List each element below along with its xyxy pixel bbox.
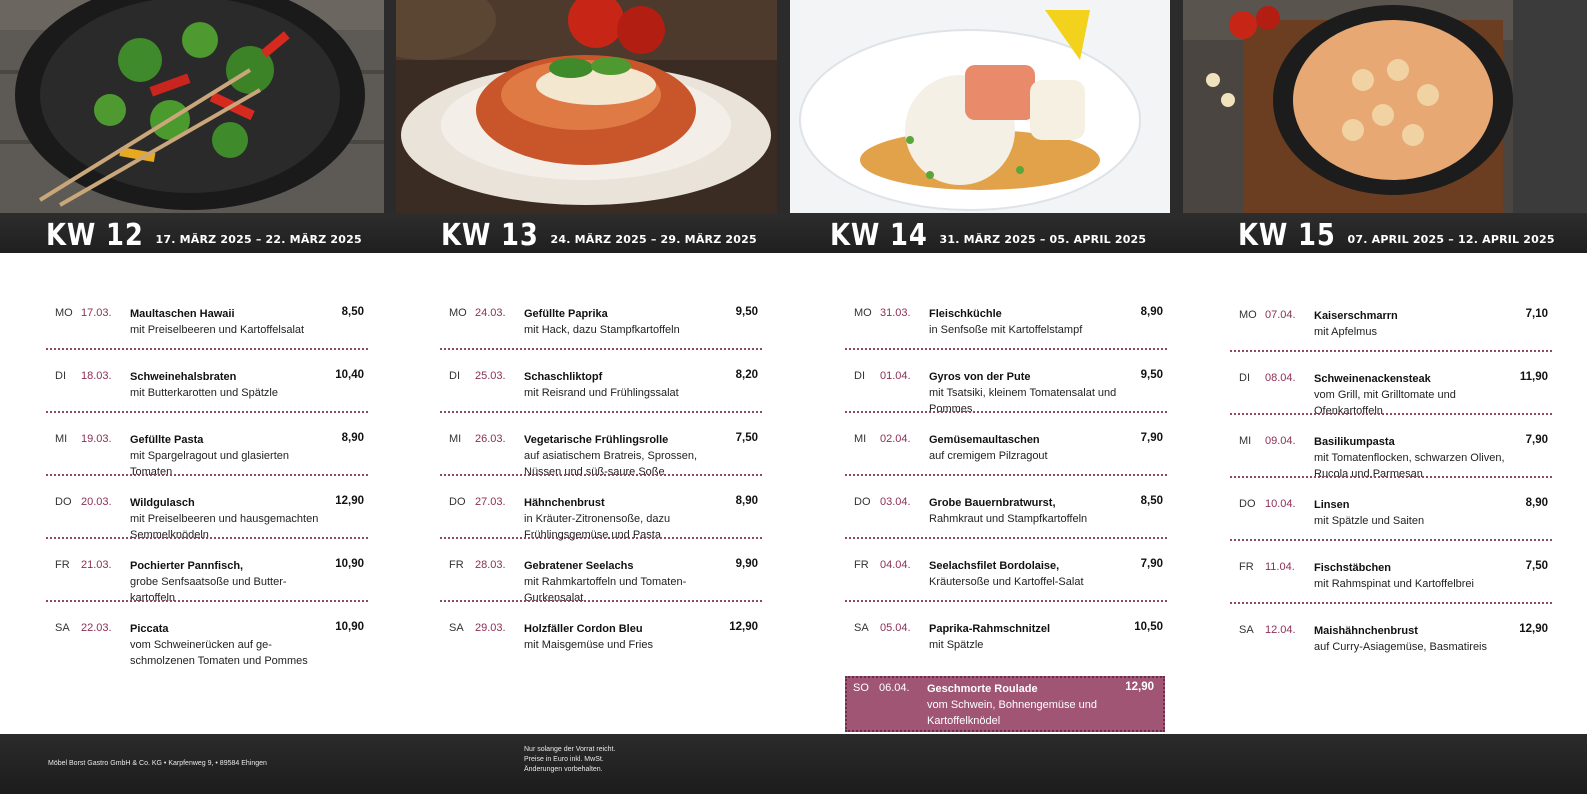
dish-description: mit Maisgemüse und Fries <box>524 639 653 651</box>
menu-column-kw15 <box>1230 302 1552 680</box>
dish-description: mit Rahmspinat und Kartoffelbrei <box>1314 578 1474 590</box>
dish-description: grobe Senfsaatsoße und Butter-kartoffeln <box>130 576 287 604</box>
dish-description: auf asiatischem Bratreis, Sprossen, Nüssen und süß-saure Soße <box>524 450 698 478</box>
photo-salmon <box>790 0 1170 213</box>
day-label: FR <box>1239 561 1254 573</box>
menu-row <box>1230 365 1552 428</box>
dish-description: vom Schweinerücken auf ge-schmolzenen Tomaten und Pommes <box>130 639 308 667</box>
footer-note: Änderungen vorbehalten. <box>524 766 603 773</box>
day-label: SA <box>55 622 70 634</box>
menu-row <box>440 300 762 363</box>
dish <box>927 681 1127 729</box>
week-header-kw12 <box>46 213 362 253</box>
dish <box>929 558 1129 590</box>
date-label: 28.03. <box>475 559 506 571</box>
week-header-kw15 <box>1238 213 1555 253</box>
menu-row <box>845 615 1167 678</box>
dish-name: Geschmorte Roulade <box>927 683 1038 695</box>
date-label: 12.04. <box>1265 624 1296 636</box>
price: 7,90 <box>1140 432 1163 444</box>
menu-row <box>1230 617 1552 680</box>
dish-name: Kaiserschmarrn <box>1314 310 1398 322</box>
dish-name: Gebratener Seelachs <box>524 560 634 572</box>
price: 9,50 <box>735 306 758 318</box>
price: 7,50 <box>735 432 758 444</box>
dish-description: mit Preiselbeeren und Kartoffelsalat <box>130 324 305 336</box>
dish <box>524 306 724 338</box>
photo-band <box>0 0 1587 213</box>
dish-name: Fischstäbchen <box>1314 562 1392 574</box>
dish <box>929 432 1129 464</box>
date-label: 21.03. <box>81 559 112 571</box>
dish-name: Paprika-Rahmschnitzel <box>929 623 1051 635</box>
menu-row <box>845 426 1167 489</box>
dish-name: Linsen <box>1314 499 1350 511</box>
dish-name: Grobe Bauernbratwurst, <box>929 497 1056 509</box>
dish-description: auf cremigem Pilzragout <box>929 450 1048 462</box>
menu-row <box>46 300 368 363</box>
day-label: FR <box>449 559 464 571</box>
dish-name: Fleischküchle <box>929 308 1002 320</box>
week-range: 17. MÄRZ 2025 – 22. MÄRZ 2025 <box>155 233 362 246</box>
dish-name: Holzfäller Cordon Bleu <box>524 623 643 635</box>
price: 8,90 <box>341 432 364 444</box>
week-range: 07. APRIL 2025 – 12. APRIL 2025 <box>1347 233 1555 246</box>
day-label: FR <box>55 559 70 571</box>
date-label: 06.04. <box>879 682 910 694</box>
price: 7,90 <box>1525 434 1548 446</box>
price: 8,20 <box>735 369 758 381</box>
date-label: 03.04. <box>880 496 911 508</box>
day-label: DO <box>55 496 72 508</box>
price: 10,90 <box>335 621 364 633</box>
menu-row-highlight-sunday <box>845 676 1165 732</box>
day-label: FR <box>854 559 869 571</box>
menu-row <box>845 363 1167 426</box>
menu-row <box>46 615 368 678</box>
dish-description: mit Tomatenflocken, schwarzen Oliven, Rucola und Parmesan <box>1314 452 1505 480</box>
dish-name: Schweinenackensteak <box>1314 373 1431 385</box>
price: 12,90 <box>729 621 758 633</box>
price: 9,90 <box>735 558 758 570</box>
dish-name: Vegetarische Frühlingsrolle <box>524 434 669 446</box>
date-label: 07.04. <box>1265 309 1296 321</box>
dish <box>929 495 1129 527</box>
date-label: 18.03. <box>81 370 112 382</box>
day-label: DO <box>449 496 466 508</box>
price: 7,90 <box>1140 558 1163 570</box>
day-label: SA <box>854 622 869 634</box>
week-header-band <box>0 213 1587 253</box>
day-label: MI <box>449 433 462 445</box>
dish <box>929 621 1129 653</box>
dish <box>1314 308 1514 340</box>
date-label: 17.03. <box>81 307 112 319</box>
date-label: 31.03. <box>880 307 911 319</box>
week-label: KW 13 <box>441 218 539 253</box>
date-label: 05.04. <box>880 622 911 634</box>
dish-name: Hähnchenbrust <box>524 497 605 509</box>
week-label: KW 12 <box>46 218 144 253</box>
price: 8,50 <box>1140 495 1163 507</box>
day-label: MO <box>1239 309 1257 321</box>
menu-row <box>46 489 368 552</box>
dish-description: vom Schwein, Bohnengemüse und Kartoffelknödel <box>927 699 1097 727</box>
date-label: 22.03. <box>81 622 112 634</box>
dish <box>1314 434 1514 482</box>
date-label: 29.03. <box>475 622 506 634</box>
dish-name: Basilikumpasta <box>1314 436 1395 448</box>
dish <box>524 432 724 480</box>
date-label: 11.04. <box>1265 561 1295 573</box>
dish-name: Schaschliktopf <box>524 371 603 383</box>
price: 8,50 <box>341 306 364 318</box>
dish <box>1314 560 1514 592</box>
price: 9,50 <box>1140 369 1163 381</box>
menu-row <box>1230 428 1552 491</box>
price: 12,90 <box>335 495 364 507</box>
dish <box>1314 371 1514 419</box>
photo-gnocchi <box>1183 0 1587 213</box>
dish-description: mit Rahmkartoffeln und Tomaten-Gurkensalat <box>524 576 687 604</box>
dish-description: Rahmkraut und Stampfkartoffeln <box>929 513 1088 525</box>
dish-name: Wildgulasch <box>130 497 195 509</box>
dish-description: vom Grill, mit Grilltomate und Ofenkartoffeln <box>1314 389 1456 417</box>
day-label: DI <box>854 370 865 382</box>
dish-description: mit Butterkarotten und Spätzle <box>130 387 278 399</box>
dish <box>929 306 1129 338</box>
day-label: MO <box>449 307 467 319</box>
price: 7,50 <box>1525 560 1548 572</box>
dish <box>130 495 330 543</box>
day-label: DI <box>449 370 460 382</box>
dish <box>1314 497 1514 529</box>
date-label: 02.04. <box>880 433 911 445</box>
week-label: KW 14 <box>830 218 928 253</box>
date-label: 10.04. <box>1265 498 1296 510</box>
dish-name: Schweinehalsbraten <box>130 371 237 383</box>
dish-description: mit Hack, dazu Stampfkartoffeln <box>524 324 680 336</box>
dish-name: Seelachsfilet Bordolaise, <box>929 560 1060 572</box>
menu-row <box>440 615 762 678</box>
dish <box>130 621 330 669</box>
price: 8,90 <box>1525 497 1548 509</box>
price: 8,90 <box>735 495 758 507</box>
day-label: MI <box>854 433 867 445</box>
dish <box>1314 623 1514 655</box>
week-label: KW 15 <box>1238 218 1336 253</box>
day-label: MI <box>55 433 68 445</box>
menu-column-kw14 <box>845 300 1167 732</box>
dish-name: Maishähnchenbrust <box>1314 625 1418 637</box>
dish <box>130 369 330 401</box>
dish-name: Gefüllte Pasta <box>130 434 204 446</box>
dish-description: mit Tsatsiki, kleinem Tomatensalat und Pommes <box>929 387 1117 415</box>
dish <box>524 495 724 543</box>
menu-row <box>46 426 368 489</box>
dish-description: in Senfsoße mit Kartoffelstampf <box>929 324 1083 336</box>
day-label: SA <box>449 622 464 634</box>
day-label: DI <box>1239 372 1250 384</box>
date-label: 09.04. <box>1265 435 1296 447</box>
dish <box>130 558 330 606</box>
week-header-kw13 <box>441 213 757 253</box>
price: 8,90 <box>1140 306 1163 318</box>
dish-description: mit Preiselbeeren und hausgemachten Semmelknödeln <box>130 513 319 541</box>
day-label: SO <box>853 682 869 694</box>
day-label: SA <box>1239 624 1254 636</box>
dish-description: Kräutersoße und Kartoffel-Salat <box>929 576 1084 588</box>
price: 10,40 <box>335 369 364 381</box>
menu-row <box>440 489 762 552</box>
footer-note: Preise in Euro inkl. MwSt. <box>524 756 604 763</box>
day-label: DO <box>854 496 871 508</box>
day-label: DO <box>1239 498 1256 510</box>
date-label: 25.03. <box>475 370 506 382</box>
dish <box>130 306 330 338</box>
day-label: DI <box>55 370 66 382</box>
day-label: MO <box>55 307 73 319</box>
menu-row <box>46 363 368 426</box>
dish-name: Piccata <box>130 623 169 635</box>
menu-row <box>440 363 762 426</box>
dish-description: mit Spargelragout und glasierten Tomaten <box>130 450 289 478</box>
dish <box>524 621 724 653</box>
menu-column-kw13 <box>440 300 762 678</box>
date-label: 04.04. <box>880 559 911 571</box>
dish-name: Pochierter Pannfisch, <box>130 560 244 572</box>
menu-row <box>845 300 1167 363</box>
date-label: 01.04. <box>880 370 911 382</box>
date-label: 20.03. <box>81 496 112 508</box>
menu-row <box>1230 554 1552 617</box>
dish-description: auf Curry-Asiagemüse, Basmatireis <box>1314 641 1488 653</box>
dish-name: Gefüllte Paprika <box>524 308 608 320</box>
date-label: 27.03. <box>475 496 506 508</box>
dish-description: mit Spätzle <box>929 639 984 651</box>
dish-description: mit Reisrand und Frühlingssalat <box>524 387 679 399</box>
date-label: 26.03. <box>475 433 506 445</box>
price: 12,90 <box>1125 681 1154 693</box>
week-range: 24. MÄRZ 2025 – 29. MÄRZ 2025 <box>550 233 757 246</box>
dish <box>929 369 1129 417</box>
dish-description: mit Apfelmus <box>1314 326 1377 338</box>
dish <box>524 558 724 606</box>
dish-name: Maultaschen Hawaii <box>130 308 235 320</box>
menu-row <box>845 552 1167 615</box>
menu-row <box>46 552 368 615</box>
week-range: 31. MÄRZ 2025 – 05. APRIL 2025 <box>939 233 1147 246</box>
menu-row <box>440 552 762 615</box>
dish-description: in Kräuter-Zitronensoße, dazu Frühlingsgemüse und Pasta <box>524 513 671 541</box>
day-label: MO <box>854 307 872 319</box>
dish-description: mit Spätzle und Saiten <box>1314 515 1425 527</box>
photo-stir-fry <box>0 0 384 213</box>
dish-name: Gyros von der Pute <box>929 371 1031 383</box>
footer-company: Möbel Borst Gastro GmbH & Co. KG • Karpfenweg 9, • 89584 Ehingen <box>48 760 267 767</box>
menu-row <box>1230 302 1552 365</box>
price: 7,10 <box>1525 308 1548 320</box>
day-label: MI <box>1239 435 1252 447</box>
dish <box>130 432 330 480</box>
menu-row <box>1230 491 1552 554</box>
price: 12,90 <box>1519 623 1548 635</box>
date-label: 08.04. <box>1265 372 1296 384</box>
dish-name: Gemüsemaultaschen <box>929 434 1040 446</box>
week-header-kw14 <box>830 213 1146 253</box>
photo-pasta <box>396 0 777 213</box>
date-label: 19.03. <box>81 433 112 445</box>
footer <box>0 734 1587 794</box>
price: 10,50 <box>1134 621 1163 633</box>
menu-row <box>440 426 762 489</box>
menu-column-kw12 <box>46 300 368 678</box>
date-label: 24.03. <box>475 307 506 319</box>
footer-notes <box>524 745 615 775</box>
price: 11,90 <box>1519 371 1548 383</box>
dish <box>524 369 724 401</box>
menu-row <box>845 489 1167 552</box>
price: 10,90 <box>335 558 364 570</box>
footer-note: Nur solange der Vorrat reicht. <box>524 746 616 753</box>
